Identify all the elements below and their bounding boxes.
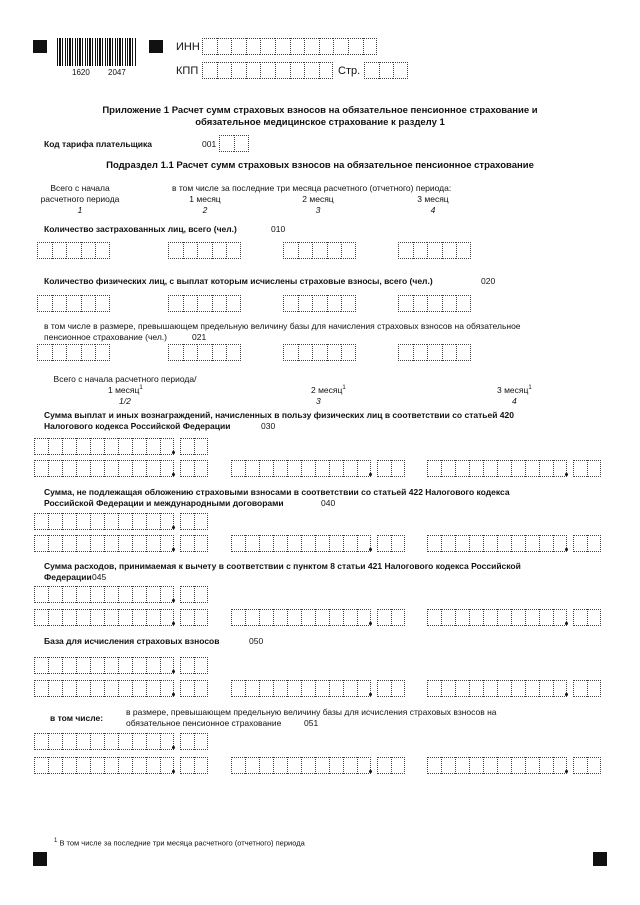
barcode-digits-2: 2047 [108,68,126,77]
row-021-label-1: в том числе в размере, превышающем предельную величину базы для начисления страховых взносов на обязательное [44,321,521,331]
row-051-m2-int[interactable] [231,757,371,774]
corner-marker-bottom-left [33,852,47,866]
col2-num-4: 4 [512,396,517,406]
col2-m3-footnote-mark: 1 [528,385,532,392]
decimal-point [565,548,568,551]
col2-total: Всего с начала расчетного периода/ [53,374,197,384]
decimal-point [172,746,175,749]
barcode-digits-1: 1620 [72,68,90,77]
tariff-label: Код тарифа плательщика [44,139,153,149]
footnote-mark: 1 [54,838,58,844]
row-045-m2-int[interactable] [231,609,371,626]
corner-marker-top-mid [149,40,163,53]
row-045-total-int-b[interactable] [34,609,174,626]
col-m1: 1 месяц [189,194,221,204]
row-045-m2-frac[interactable] [377,609,405,626]
col-m2: 2 месяц [302,194,334,204]
row-040-label-2: Российской Федерации и международными договорами [44,498,284,508]
row-010-m3[interactable] [398,242,471,259]
decimal-point [172,473,175,476]
decimal-point [369,473,372,476]
subsection-title: Подраздел 1.1 Расчет сумм страховых взносов на обязательное пенсионное страхование [106,160,534,171]
decimal-point [172,548,175,551]
row-020-m2[interactable] [283,295,356,312]
row-051-m3-frac[interactable] [573,757,601,774]
row-020-total[interactable] [37,295,110,312]
col2-m2: 2 месяц$^1$ [311,385,346,395]
row-020-m1[interactable] [168,295,241,312]
col-m3: 3 месяц [417,194,449,204]
row-045-m3-int[interactable] [427,609,567,626]
decimal-point [172,693,175,696]
row-040-total-frac-a[interactable] [180,513,208,530]
row-045-total-frac-b[interactable] [180,609,208,626]
decimal-point [172,526,175,529]
row-051-m2-frac[interactable] [377,757,405,774]
decimal-point [565,693,568,696]
row-021-label-2: пенсионное страхование (чел.) [44,332,167,342]
corner-marker-bottom-right [593,852,607,866]
tariff-code: 001 [202,139,217,149]
row-045-label-1: Сумма расходов, принимаемая к вычету в соответствии с пунктом 8 статьи 421 Налогового кодекса Российской [44,561,521,571]
footnote-text: В том числе за последние три месяца расчетного (отчетного) периода [59,838,305,848]
row-010-code: 010 [271,224,286,234]
row-030-total-int-b[interactable] [34,460,174,477]
col-num-2: 2 [202,205,208,215]
col-total-line1: Всего с начала [50,183,110,193]
row-040-m3-frac[interactable] [573,535,601,552]
decimal-point [369,548,372,551]
row-045-label-2: Федерации [44,572,92,582]
row-050-total-frac-a[interactable] [180,657,208,674]
decimal-point [172,451,175,454]
decimal-point [369,622,372,625]
row-050-label: База для исчисления страховых взносов [44,636,220,646]
row-020-code: 020 [481,276,496,286]
row-050-m2-int[interactable] [231,680,371,697]
corner-marker-top-left [33,40,47,53]
row-010-m2[interactable] [283,242,356,259]
col-num-4: 4 [430,205,436,215]
col-num-3: 3 [315,205,321,215]
row-050-code: 050 [249,636,264,646]
row-045-total-frac-a[interactable] [180,586,208,603]
col2-m1: 1 месяц$^1$ [108,385,143,395]
row-051-label-1: в размере, превышающем предельную величину базы для исчисления страховых взносов на [126,707,497,717]
row-050-m3-int[interactable] [427,680,567,697]
row-030-label-2: Налогового кодекса Российской Федерации [44,421,231,431]
row-040-m2-frac[interactable] [377,535,405,552]
row-021-m2[interactable] [283,344,356,361]
decimal-point [172,670,175,673]
row-040-m3-int[interactable] [427,535,567,552]
decimal-point [172,770,175,773]
col-num-1: 1 [77,205,83,215]
row-051-code: 051 [304,718,319,728]
row-010-label: Количество застрахованных лиц, всего (чел.) [44,224,237,234]
col2-m2-footnote-mark: 1 [342,385,346,392]
decimal-point [565,770,568,773]
row-021-m1[interactable] [168,344,241,361]
row-010-m1[interactable] [168,242,241,259]
row-045-total-int-a[interactable] [34,586,174,603]
row-045-m3-frac[interactable] [573,609,601,626]
tariff-field[interactable] [219,135,249,152]
row-030-total-frac-b[interactable] [180,460,208,477]
row-021-total[interactable] [37,344,110,361]
row-021-m3[interactable] [398,344,471,361]
page-label: Стр. [338,65,361,77]
title-line-2: обязательное медицинское страхование к разделу 1 [195,117,445,128]
row-030-m3-frac[interactable] [573,460,601,477]
row-020-m3[interactable] [398,295,471,312]
inn-label: ИНН [176,41,200,53]
kpp-label: КПП [176,65,199,77]
row-045-code: 045 [92,572,107,582]
row-051-total-int-b[interactable] [34,757,174,774]
row-040-m2-int[interactable] [231,535,371,552]
decimal-point [172,599,175,602]
row-040-total-frac-b[interactable] [180,535,208,552]
row-030-code: 030 [261,421,276,431]
row-040-total-int-b[interactable] [34,535,174,552]
row-030-m2-int[interactable] [231,460,371,477]
title-line-1: Приложение 1 Расчет сумм страховых взносов на обязательное пенсионное страхование и [102,105,538,116]
row-051-total-int-a[interactable] [34,733,174,750]
col2-num-3: 3 [316,396,321,406]
row-030-m2-frac[interactable] [377,460,405,477]
row-030-total-frac-a[interactable] [180,438,208,455]
row-040-total-int-a[interactable] [34,513,174,530]
row-050-total-frac-b[interactable] [180,680,208,697]
row-030-total-int-a[interactable] [34,438,174,455]
page-field[interactable] [364,62,408,79]
decimal-point [565,622,568,625]
row-050-m2-frac[interactable] [377,680,405,697]
footnote [54,838,305,848]
row-051-prefix: в том числе: [50,713,104,723]
kpp-field[interactable] [202,62,333,79]
row-051-m3-int[interactable] [427,757,567,774]
decimal-point [565,473,568,476]
row-051-label-2: обязательное пенсионное страхование [126,718,282,728]
row-010-total[interactable] [37,242,110,259]
col-including: в том числе за последние три месяца расчетного (отчетного) периода: [172,183,452,193]
col-total-line2: расчетного периода [40,194,120,204]
row-050-m3-frac[interactable] [573,680,601,697]
row-051-total-frac-b[interactable] [180,757,208,774]
decimal-point [369,770,372,773]
row-030-label-1: Сумма выплат и иных вознаграждений, начисленных в пользу физических лиц в соответствии со статьей 420 [44,410,514,420]
row-030-m3-int[interactable] [427,460,567,477]
row-051-total-frac-a[interactable] [180,733,208,750]
row-021-code: 021 [192,332,207,342]
inn-field[interactable] [202,38,377,55]
row-050-total-int-b[interactable] [34,680,174,697]
row-020-label: Количество физических лиц, с выплат которым исчислены страховые взносы, всего (чел.) [44,276,433,286]
decimal-point [369,693,372,696]
row-050-total-int-a[interactable] [34,657,174,674]
col2-m3: 3 месяц$^1$ [497,385,532,395]
barcode [57,38,136,66]
col2-m1-footnote-mark: 1 [139,385,143,392]
row-040-label-1: Сумма, не подлежащая обложению страховыми взносами в соответствии со статьей 422 Налогового кодекса [44,487,510,497]
row-040-code: 040 [321,498,336,508]
col2-num-12: 1/2 [119,396,131,406]
decimal-point [172,622,175,625]
